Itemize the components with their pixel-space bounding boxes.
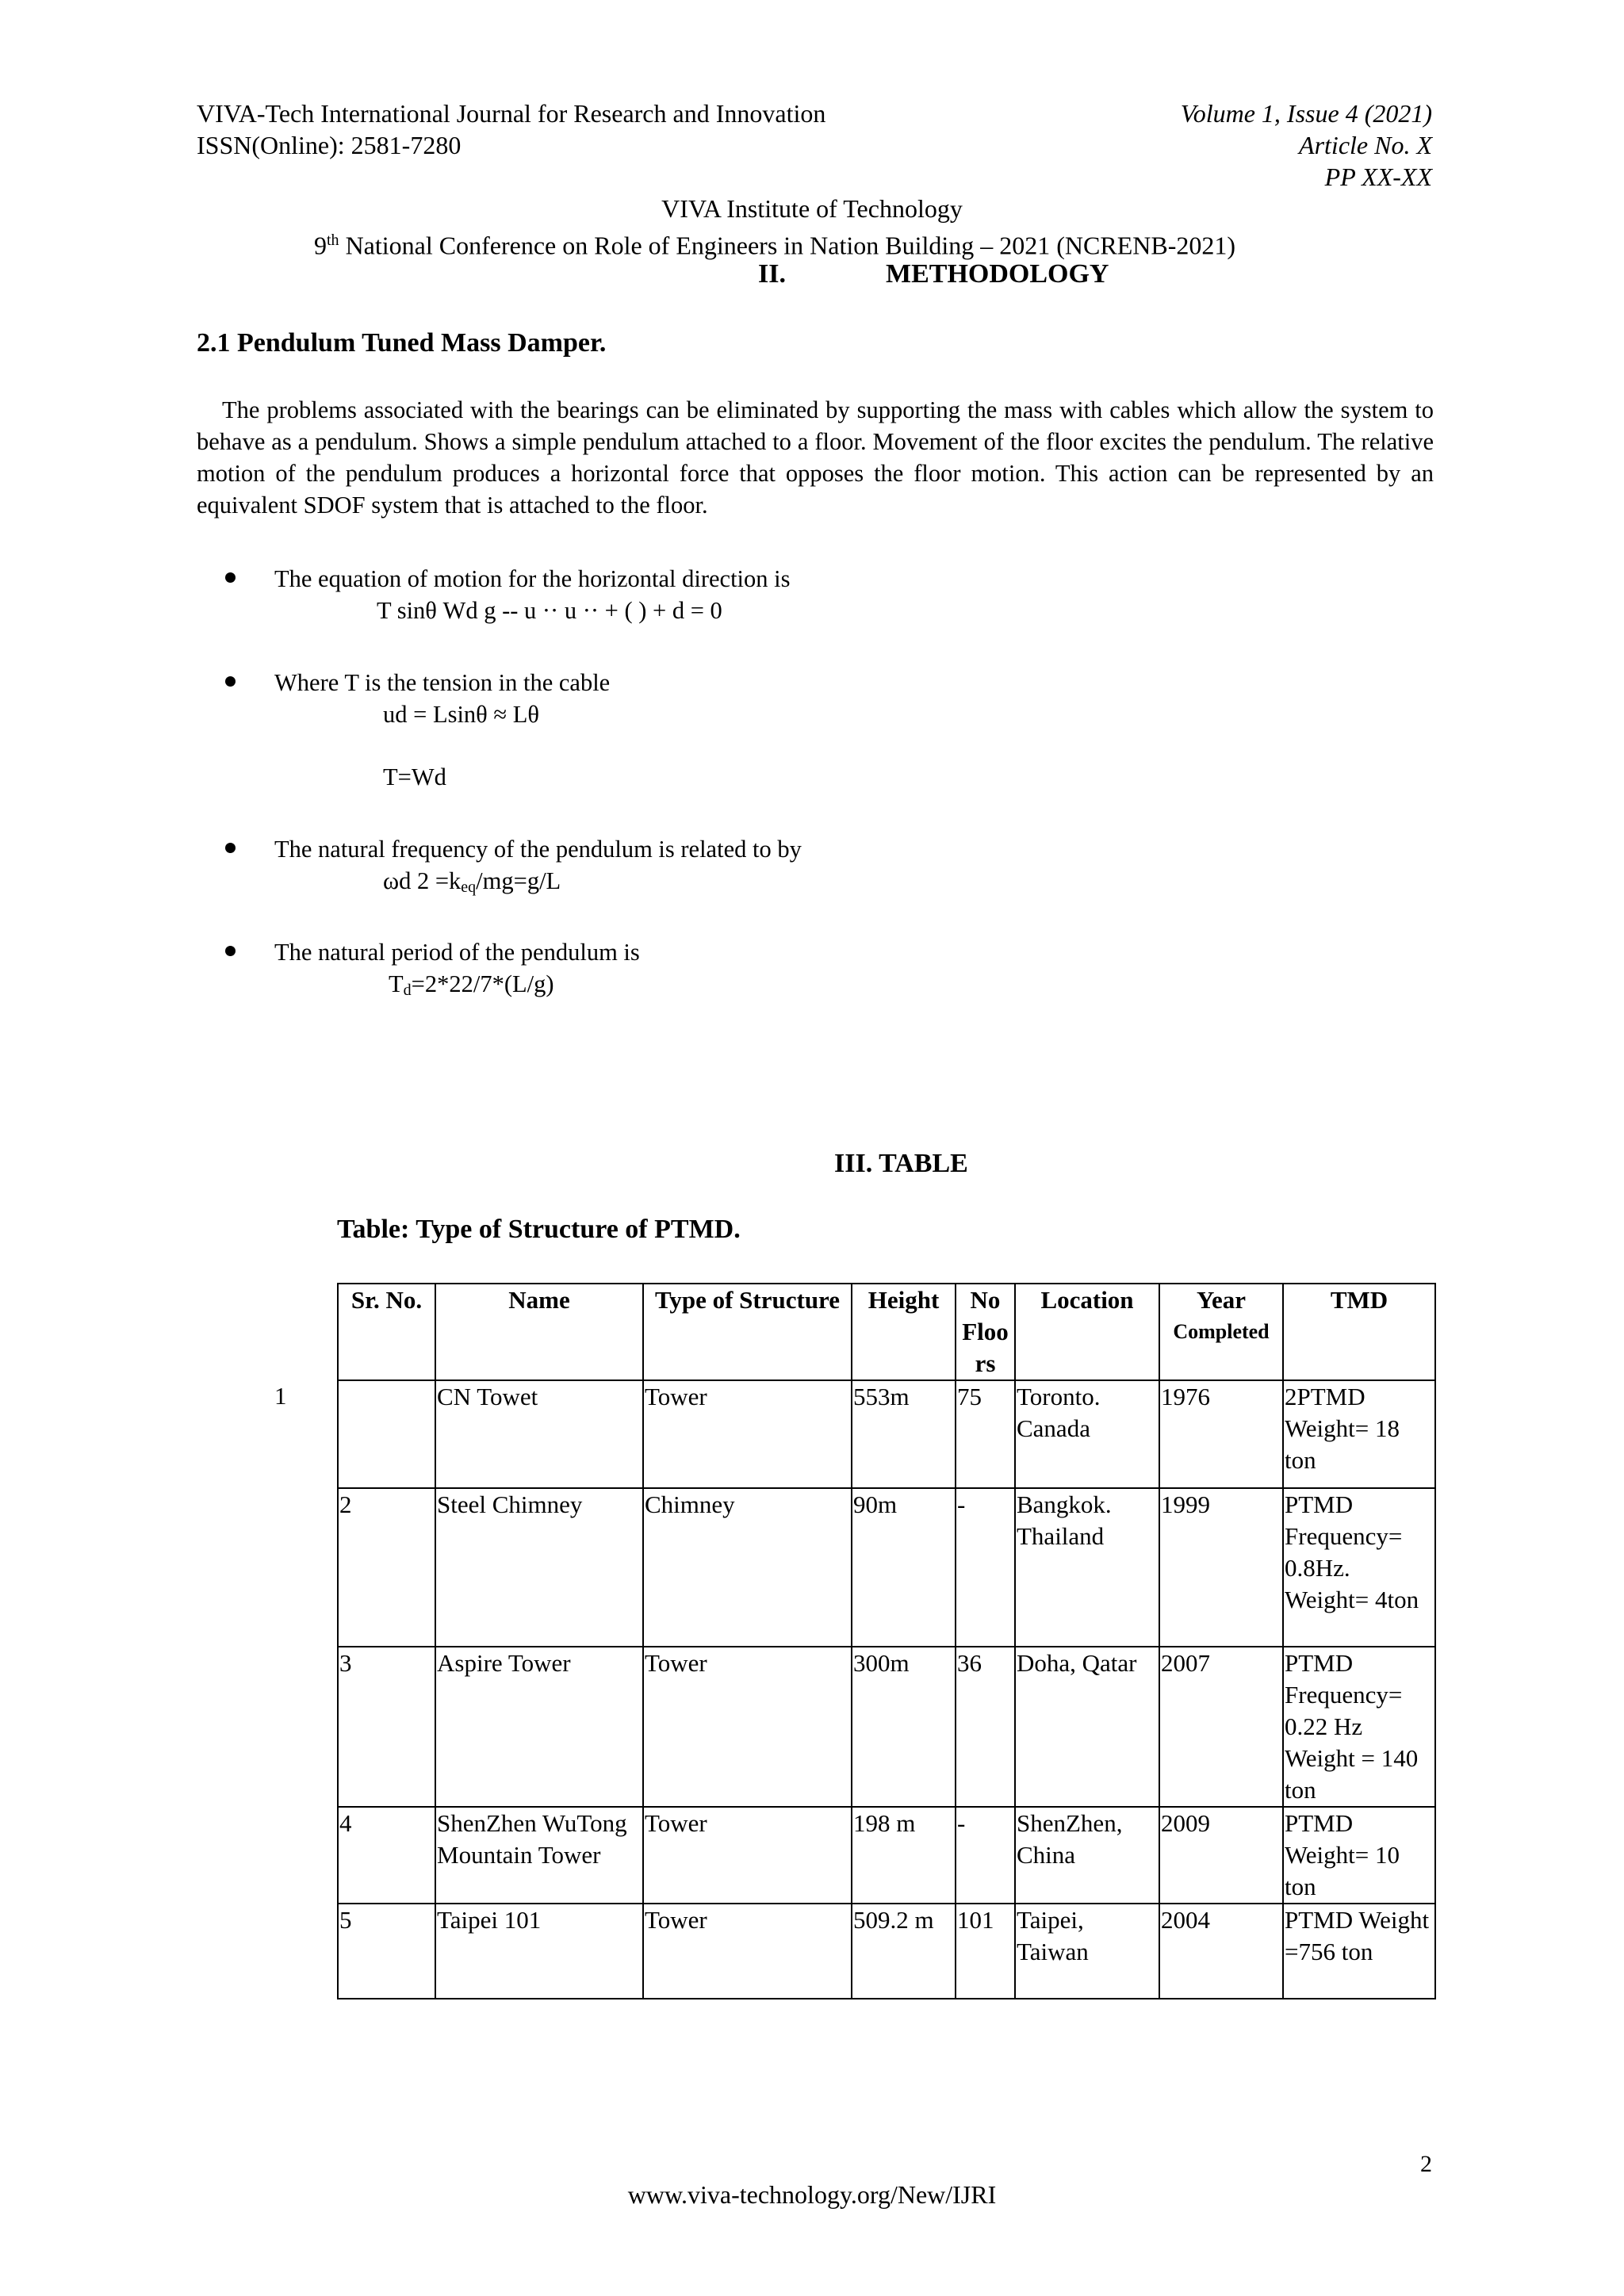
section-title: METHODOLOGY — [886, 259, 1109, 289]
col-header-year — [1159, 1284, 1283, 1380]
journal-issn: ISSN(Online): 2581-7280 — [197, 131, 462, 159]
conference-number: 9 — [314, 231, 327, 260]
cell-location: Toronto. Canada — [1015, 1380, 1159, 1488]
bullet-dot — [225, 843, 236, 853]
table-row — [338, 1904, 1435, 1999]
cell-location: Doha, Qatar — [1015, 1647, 1159, 1807]
bullet-text: The natural period of the pendulum is — [274, 939, 640, 966]
cell-height: 198 m — [852, 1807, 956, 1904]
cell-floors: 101 — [956, 1904, 1015, 1999]
displacement-formula: ud = Lsinθ ≈ Lθ — [383, 701, 540, 728]
cell-name: ShenZhen WuTong Mountain Tower — [435, 1807, 643, 1904]
cell-type: Tower — [643, 1807, 852, 1904]
cell-name: Steel Chimney — [435, 1488, 643, 1647]
bullet-text: The equation of motion for the horizontal direction is — [274, 565, 791, 592]
journal-title: VIVA-Tech International Journal for Research and Innovation — [197, 99, 826, 128]
cell-floors: - — [956, 1807, 1015, 1904]
col-header-type: Type of Structure — [643, 1284, 852, 1380]
institute-name: VIVA Institute of Technology — [661, 194, 963, 223]
col-header-year-sub: Completed — [1173, 1320, 1270, 1343]
cell-floors: 75 — [956, 1380, 1015, 1488]
cell-location: Bangkok. Thailand — [1015, 1488, 1159, 1647]
cell-name: CN Towet — [435, 1380, 643, 1488]
cell-tmd: PTMD Weight= 10 ton — [1283, 1807, 1435, 1904]
cell-tmd: 2PTMD Weight= 18 ton — [1283, 1380, 1435, 1488]
cell-floors: - — [956, 1488, 1015, 1647]
cell-tmd: PTMD Frequency= 0.8Hz. Weight= 4ton — [1283, 1488, 1435, 1647]
cell-name: Aspire Tower — [435, 1647, 643, 1807]
frequency-formula-a: ωd 2 =k — [383, 867, 462, 894]
col-header-height: Height — [852, 1284, 956, 1380]
col-header-year-label: Year — [1197, 1286, 1246, 1314]
frequency-formula — [383, 865, 561, 903]
col-header-name: Name — [435, 1284, 643, 1380]
table-row — [338, 1488, 1435, 1647]
cell-height: 300m — [852, 1647, 956, 1807]
page-number: 2 — [1420, 2151, 1432, 2177]
cell-name: Taipei 101 — [435, 1904, 643, 1999]
cell-year: 2007 — [1159, 1647, 1283, 1807]
col-header-floors: No Floo rs — [956, 1284, 1015, 1380]
cell-type: Chimney — [643, 1488, 852, 1647]
conference-ordinal: th — [327, 232, 339, 249]
period-formula-b: =2*22/7*(L/g) — [411, 970, 554, 997]
cell-tmd: PTMD Weight =756 ton — [1283, 1904, 1435, 1999]
cell-year: 1999 — [1159, 1488, 1283, 1647]
cell-sr-no: 3 — [338, 1647, 435, 1807]
frequency-formula-sub: eq — [461, 878, 477, 896]
methodology-paragraph: The problems associated with the bearings can be eliminated by supporting the mass with cables which allow the system to behave as a pendulum. Shows a simple pendulum attached to a floor. Movement of the floor excites the pendulum. The relative motion of the pendulum produces a horizontal force that opposes the floor motion. This action can be represented by an equivalent SDOF system that is attached to the floor. — [197, 396, 1434, 519]
outside-row-number: 1 — [274, 1382, 287, 1410]
cell-height: 553m — [852, 1380, 956, 1488]
journal-volume: Volume 1, Issue 4 (2021) — [1180, 99, 1432, 128]
cell-location: Taipei, Taiwan — [1015, 1904, 1159, 1999]
bullet-text: The natural frequency of the pendulum is related to by — [274, 836, 802, 863]
cell-sr-no: 4 — [338, 1807, 435, 1904]
cell-year: 1976 — [1159, 1380, 1283, 1488]
bullet-dot — [225, 572, 236, 583]
table-row — [338, 1380, 1435, 1488]
frequency-formula-b: /mg=g/L — [476, 867, 561, 894]
col-header-location: Location — [1015, 1284, 1159, 1380]
period-formula — [389, 968, 553, 1006]
cell-height: 509.2 m — [852, 1904, 956, 1999]
col-header-sr-no: Sr. No. — [338, 1284, 435, 1380]
col-header-tmd: TMD — [1283, 1284, 1435, 1380]
cell-sr-no: 5 — [338, 1904, 435, 1999]
cell-sr-no — [338, 1380, 435, 1488]
cell-type: Tower — [643, 1904, 852, 1999]
table-section-title: III. TABLE — [834, 1149, 968, 1178]
subsection-title: 2.1 Pendulum Tuned Mass Damper. — [197, 328, 607, 358]
article-number: Article No. X — [1299, 131, 1432, 159]
footer-url: www.viva-technology.org/New/IJRI — [627, 2180, 997, 2209]
table-row — [338, 1807, 1435, 1904]
cell-year: 2004 — [1159, 1904, 1283, 1999]
equation-of-motion: T sinθ Wd g -- u ·· u ·· + ( ) + d = 0 — [377, 597, 722, 624]
bullet-text: Where T is the tension in the cable — [274, 669, 611, 696]
cell-type: Tower — [643, 1380, 852, 1488]
bullet-dot — [225, 946, 236, 956]
period-formula-sub: d — [403, 982, 412, 999]
page-range: PP XX-XX — [1324, 163, 1432, 191]
table-row — [338, 1647, 1435, 1807]
ptmd-table — [337, 1283, 1436, 1999]
cell-floors: 36 — [956, 1647, 1015, 1807]
cell-year: 2009 — [1159, 1807, 1283, 1904]
period-formula-a: T — [389, 970, 404, 997]
cell-sr-no: 2 — [338, 1488, 435, 1647]
section-number: II. — [758, 259, 786, 289]
cell-location: ShenZhen, China — [1015, 1807, 1159, 1904]
conference-title — [314, 224, 1235, 262]
cell-tmd: PTMD Frequency= 0.22 Hz Weight = 140 ton — [1283, 1647, 1435, 1807]
conference-name: National Conference on Role of Engineers in Nation Building – 2021 (NCRENB-2021) — [339, 231, 1236, 260]
table-caption: Table: Type of Structure of PTMD. — [337, 1215, 741, 1244]
tension-formula: T=Wd — [383, 763, 446, 790]
table-header-row — [338, 1284, 1435, 1380]
bullet-dot — [225, 676, 236, 687]
cell-height: 90m — [852, 1488, 956, 1647]
cell-type: Tower — [643, 1647, 852, 1807]
